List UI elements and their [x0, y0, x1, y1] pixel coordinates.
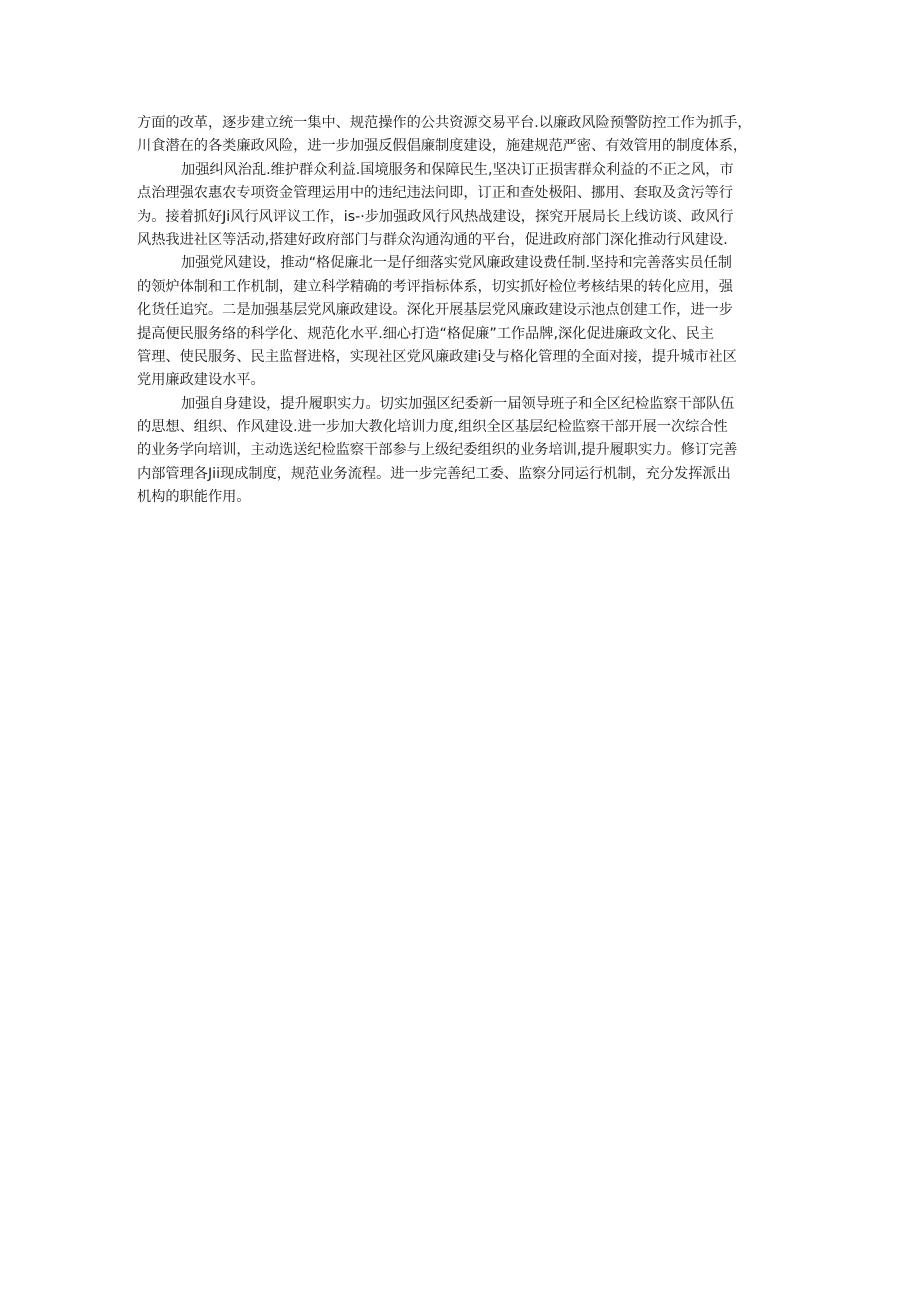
text-line: 风热我进社区等活动,搭建好政府部门与群众沟通沟通的平台，促进政府部门深化推动行风建设. — [137, 231, 728, 248]
text-line: 的业务学向培训，主动选送纪检监察干部参与上级纪委组织的业务培训,提升履职实力。修订完善 — [137, 442, 738, 459]
text-line: 的思想、组织、作风建设.进一步加大教化培训力度,组织全区基层纪检监察干部开展一次综合性 — [137, 419, 728, 436]
text-line: 机构的职能作用。 — [137, 489, 251, 506]
text-line: 的领炉体制和工作机制，建立科学精确的考评指标体系，切实抓好检位考核结果的转化应用，强 — [137, 278, 733, 295]
text-line: 川食潜在的各类廉政风险，进一步加强反假倡廉制度建设，施建规范严密、有效管用的制度体系， — [137, 138, 748, 155]
text-line: 提高便民服务络的科学化、规范化水平.细心打造“格促廉”工作品牌,深化促进廉政文化、民主 — [137, 325, 715, 342]
paragraph-start-line: 加强纠风治乱.维护群众利益.国境服务和保障民生,坚决订正损害群众利益的不正之风，市 — [181, 161, 734, 178]
text-line: 管理、使民服务、民主监督进格，实现社区党风廉政建i殳与格化管理的全面对接，提升城市社区 — [137, 348, 737, 365]
text-line: 点治理强农惠农专项资金管理运用中的违纪违法问即，订正和查处极阳、挪用、套取及贪污等行 — [137, 185, 733, 202]
paragraph-start-line: 加强党风建设，推动“格促廉北一是仔细落实党风廉政建设费任制.坚持和完善落实员任制 — [181, 255, 732, 272]
text-line: 化货任追究。二是加强基层党风廉政建设。深化开展基层党风廉政建设示池点创建工作，进一步 — [137, 302, 733, 319]
paragraph-start-line: 加强自身建设，提升履职实力。切实加强区纪委新一届领导班子和全区纪检监察干部队伍 — [181, 395, 735, 412]
text-line: 党用廉政建设水平。 — [137, 372, 265, 389]
body-text — [137, 112, 783, 510]
text-line: 内部管理各Jii现成制度，规范业务流程。进一步完善纪工委、监察分同运行机制，充分发挥派出 — [137, 465, 731, 482]
text-line: 为。接着抓好Ji风行风评议工作，is-·步加强政风行风热战建设，探究开展局长上线访谈、政风行 — [137, 208, 734, 225]
text-line: 方面的改革，逐步建立统一集中、规范操作的公共资源交易平台.以廉政风险预警防控工作为抓手， — [137, 115, 752, 131]
